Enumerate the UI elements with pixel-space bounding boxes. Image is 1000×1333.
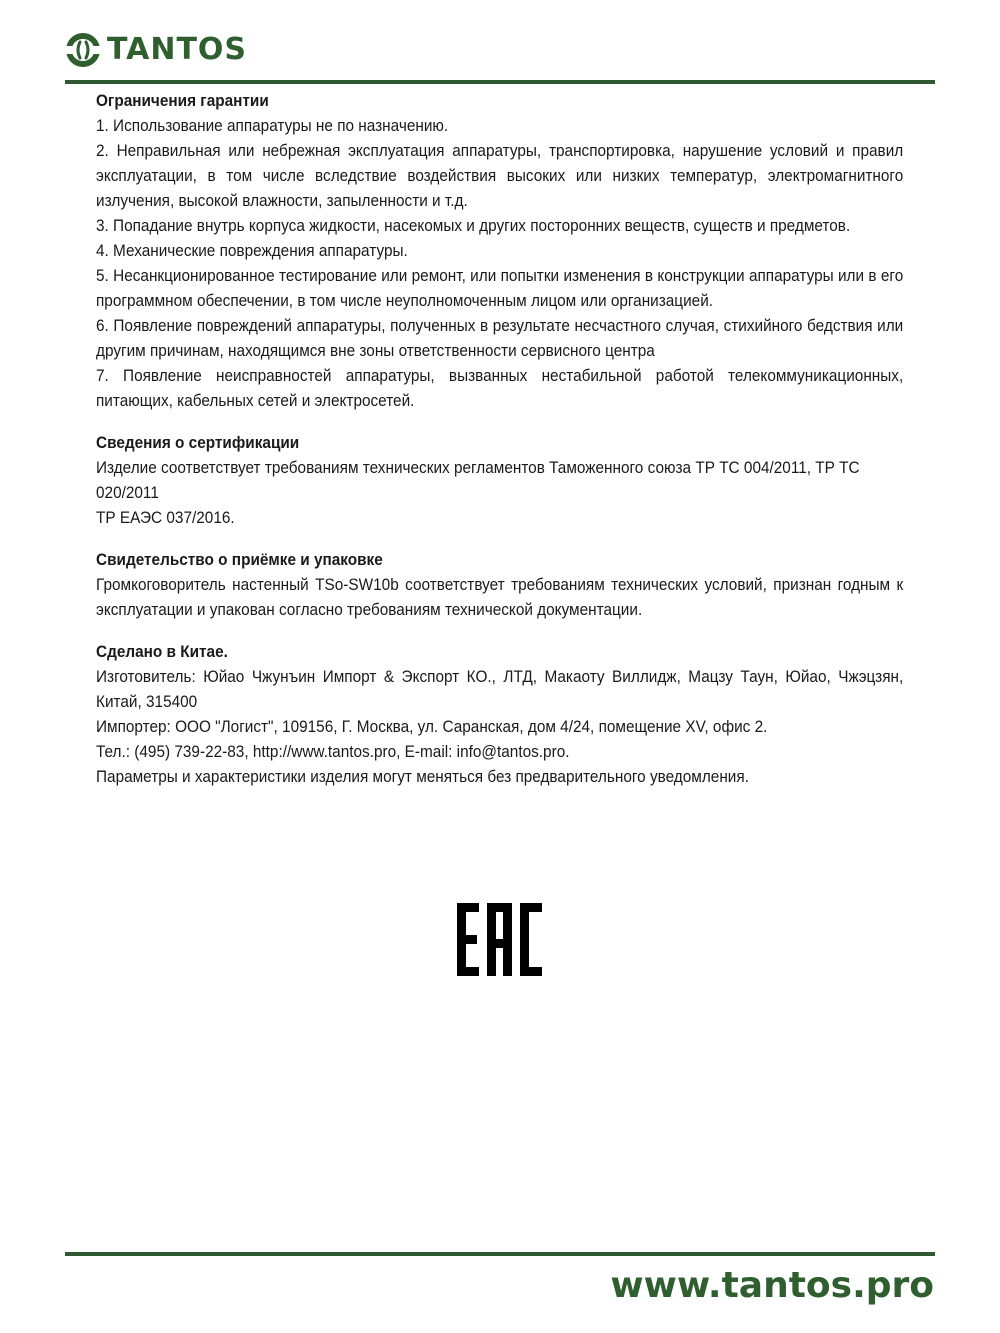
header-divider xyxy=(65,80,935,84)
list-item: 1. Использование аппаратуры не по назначению. xyxy=(96,117,449,135)
certification-text: ТР ЕАЭС 037/2016. xyxy=(96,509,235,527)
tantos-logo-icon xyxy=(63,30,103,70)
eac-certification-icon xyxy=(457,903,542,976)
list-item: 2. Неправильная или небрежная эксплуатация аппаратуры, транспортировка, нарушение условий и правил эксплуатации, в том числе вследствие воздействия высоких или низких температур, электромагнитного излучения, высокой влажности, запыленности и т.д. xyxy=(96,142,904,210)
brand-logo xyxy=(63,28,247,72)
list-item: 6. Появление повреждений аппаратуры, полученных в результате несчастного случая, стихийного бедствия или другим причинам, находящимся вне зоны ответственности сервисного центра xyxy=(96,317,904,360)
section-certification xyxy=(96,431,903,531)
list-item: 3. Попадание внутрь корпуса жидкости, насекомых и других посторонних веществ, существ и предметов. xyxy=(96,217,851,235)
importer-text: Импортер: ООО "Логист", 109156, Г. Москва, ул. Саранская, дом 4/24, помещение XV, офис 2. xyxy=(96,718,768,736)
acceptance-text: Громкоговоритель настенный TSo-SW10b соответствует требованиям технических условий, признан годным к эксплуатации и упакован согласно требованиям технической документации. xyxy=(96,576,904,619)
section-acceptance xyxy=(96,548,903,623)
contacts-text: Тел.: (495) 739-22-83, http://www.tantos.pro, E-mail: info@tantos.pro. xyxy=(96,743,570,761)
certification-text: Изделие соответствует требованиям технических регламентов Таможенного союза ТР ТС 004/2011, ТР ТС 020/2011 xyxy=(96,459,860,502)
list-item: 5. Несанкционированное тестирование или ремонт, или попытки изменения в конструкции аппаратуры или в его программном обеспечении, в том числе неуполномоченным лицом или организацией. xyxy=(96,267,904,310)
document-body xyxy=(96,89,903,790)
brand-name: TANTOS xyxy=(107,32,248,67)
footer-divider xyxy=(65,1252,935,1256)
section-title: Свидетельство о приёмке и упаковке xyxy=(96,551,383,569)
footer-website-link[interactable]: www.tantos.pro xyxy=(610,1265,934,1306)
section-warranty-limits xyxy=(96,89,903,414)
disclaimer-text: Параметры и характеристики изделия могут меняться без предварительного уведомления. xyxy=(96,768,749,786)
list-item: 4. Механические повреждения аппаратуры. xyxy=(96,242,408,260)
section-title: Сделано в Китае. xyxy=(96,643,228,661)
section-title: Сведения о сертификации xyxy=(96,434,300,452)
list-item: 7. Появление неисправностей аппаратуры, вызванных нестабильной работой телекоммуникационных, питающих, кабельных сетей и электросетей. xyxy=(96,367,904,410)
section-title: Ограничения гарантии xyxy=(96,92,269,110)
section-origin xyxy=(96,640,903,790)
manufacturer-text: Изготовитель: Юйао Чжунъин Импорт & Экспорт КО., ЛТД, Макаоту Виллидж, Мацзу Таун, Юйао, Чжэцзян, Китай, 315400 xyxy=(96,668,904,711)
